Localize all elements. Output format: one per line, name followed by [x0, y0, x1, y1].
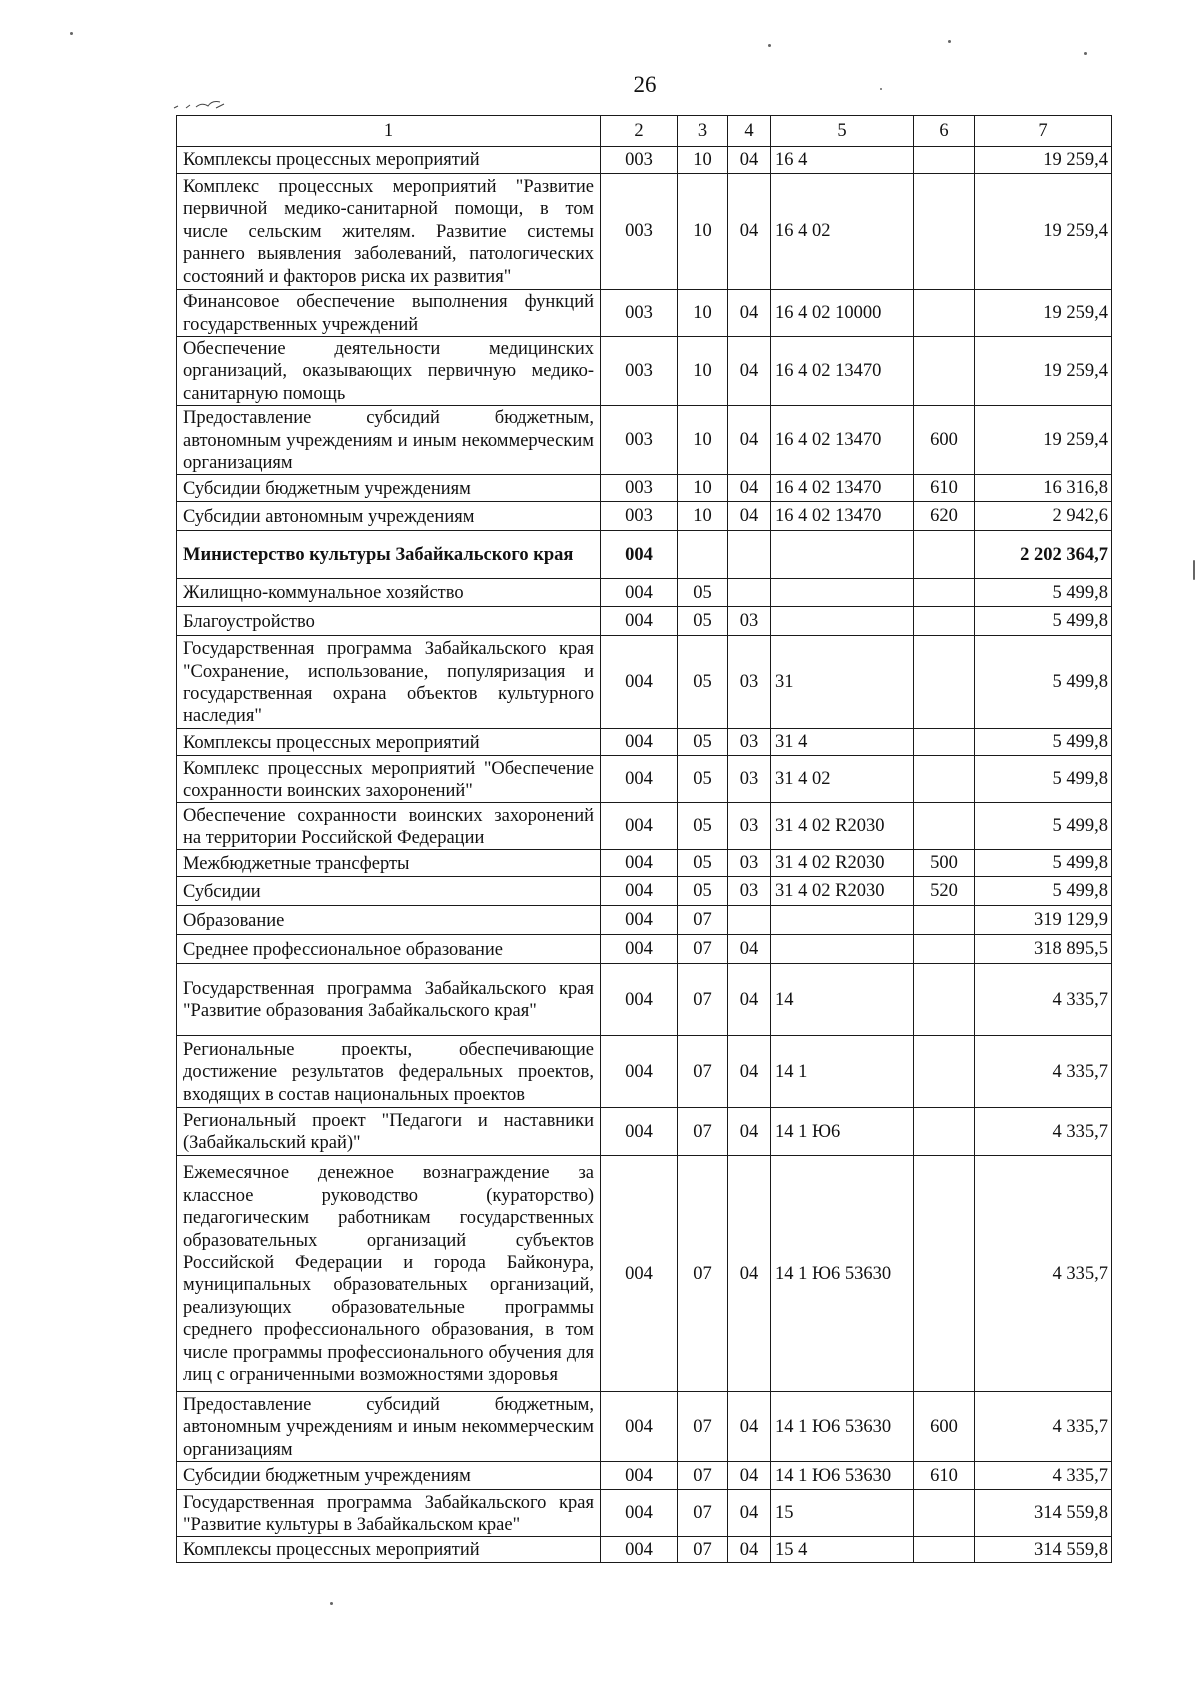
target-article-cell: 16 4: [771, 147, 914, 174]
amount-cell: 5 499,8: [975, 636, 1112, 729]
column-header: 3: [678, 116, 728, 147]
section-code-cell: 07: [678, 935, 728, 964]
subsection-code-cell: 03: [728, 607, 771, 636]
target-article-cell: [771, 579, 914, 607]
item-name-cell: Субсидии автономным учреждениям: [177, 502, 601, 531]
expense-type-cell: [914, 906, 975, 935]
ministry-code-cell: 004: [601, 607, 678, 636]
scan-artifact-icon: [172, 96, 242, 112]
table-row: [177, 1462, 1112, 1490]
section-code-cell: 07: [678, 1392, 728, 1462]
amount-cell: 2 942,6: [975, 502, 1112, 531]
target-article-cell: 16 4 02 13470: [771, 337, 914, 406]
column-header: 5: [771, 116, 914, 147]
table-row: [177, 406, 1112, 475]
table-row: [177, 877, 1112, 906]
expense-type-cell: 610: [914, 475, 975, 502]
table-row: [177, 531, 1112, 579]
target-article-cell: 31 4 02: [771, 756, 914, 803]
column-header: 1: [177, 116, 601, 147]
item-name-cell: Министерство культуры Забайкальского края: [177, 531, 601, 579]
subsection-code-cell: 04: [728, 174, 771, 290]
target-article-cell: 16 4 02 10000: [771, 290, 914, 337]
section-code-cell: 07: [678, 1462, 728, 1490]
table-header-row: [177, 116, 1112, 147]
section-code-cell: 05: [678, 607, 728, 636]
subsection-code-cell: 04: [728, 1490, 771, 1537]
item-name-cell: Межбюджетные трансферты: [177, 850, 601, 877]
subsection-code-cell: 03: [728, 729, 771, 756]
amount-cell: 4 335,7: [975, 1156, 1112, 1392]
ministry-code-cell: 003: [601, 406, 678, 475]
expense-type-cell: [914, 337, 975, 406]
section-code-cell: 10: [678, 290, 728, 337]
expense-type-cell: [914, 803, 975, 850]
target-article-cell: 14 1 Ю6 53630: [771, 1462, 914, 1490]
amount-cell: 4 335,7: [975, 1036, 1112, 1108]
item-name-cell: Предоставление субсидий бюджетным, автономным учреждениям и иным некоммерческим организациям: [177, 1392, 601, 1462]
item-name-cell: Жилищно-коммунальное хозяйство: [177, 579, 601, 607]
section-code-cell: 05: [678, 636, 728, 729]
ministry-code-cell: 004: [601, 756, 678, 803]
target-article-cell: [771, 935, 914, 964]
ministry-code-cell: 004: [601, 1036, 678, 1108]
subsection-code-cell: 04: [728, 964, 771, 1036]
expense-type-cell: 620: [914, 502, 975, 531]
subsection-code-cell: [728, 579, 771, 607]
scan-speck: [330, 1602, 333, 1605]
subsection-code-cell: 03: [728, 877, 771, 906]
subsection-code-cell: 04: [728, 1392, 771, 1462]
subsection-code-cell: 04: [728, 290, 771, 337]
item-name-cell: Образование: [177, 906, 601, 935]
subsection-code-cell: 04: [728, 1537, 771, 1563]
section-code-cell: 05: [678, 729, 728, 756]
section-code-cell: 10: [678, 406, 728, 475]
expense-type-cell: [914, 290, 975, 337]
target-article-cell: 14 1 Ю6: [771, 1108, 914, 1156]
ministry-code-cell: 004: [601, 1537, 678, 1563]
subsection-code-cell: 04: [728, 1036, 771, 1108]
table-row: [177, 964, 1112, 1036]
target-article-cell: 16 4 02 13470: [771, 502, 914, 531]
target-article-cell: 31 4 02 R2030: [771, 803, 914, 850]
table-row: [177, 935, 1112, 964]
table-row: [177, 1490, 1112, 1537]
expense-type-cell: [914, 1156, 975, 1392]
ministry-code-cell: 004: [601, 1490, 678, 1537]
item-name-cell: Ежемесячное денежное вознаграждение за классное руководство (кураторство) педагогическим работникам государственных образовательных организаций субъектов Российской Федерации и города Байконура, муниципальных образовательных организаций, реализующих образовательные программы среднего профессионального образования, в том числе программы профессионального обучения для лиц с ограниченными возможностями здоровья: [177, 1156, 601, 1392]
amount-cell: 16 316,8: [975, 475, 1112, 502]
scan-speck: [1084, 52, 1087, 55]
target-article-cell: 31: [771, 636, 914, 729]
section-code-cell: 07: [678, 1537, 728, 1563]
section-code-cell: 07: [678, 964, 728, 1036]
table-row: [177, 502, 1112, 531]
column-header: 7: [975, 116, 1112, 147]
item-name-cell: Комплекс процессных мероприятий "Обеспечение сохранности воинских захоронений": [177, 756, 601, 803]
target-article-cell: 31 4: [771, 729, 914, 756]
expense-type-cell: 600: [914, 406, 975, 475]
section-code-cell: 05: [678, 877, 728, 906]
amount-cell: 4 335,7: [975, 1392, 1112, 1462]
amount-cell: 19 259,4: [975, 290, 1112, 337]
amount-cell: 319 129,9: [975, 906, 1112, 935]
scan-speck: [948, 40, 951, 43]
table-row: [177, 729, 1112, 756]
item-name-cell: Государственная программа Забайкальского края "Развитие культуры в Забайкальском крае": [177, 1490, 601, 1537]
target-article-cell: 15 4: [771, 1537, 914, 1563]
ministry-code-cell: 004: [601, 579, 678, 607]
table-row: [177, 756, 1112, 803]
target-article-cell: 16 4 02 13470: [771, 406, 914, 475]
budget-table: [176, 115, 1112, 1563]
column-header: 4: [728, 116, 771, 147]
expense-type-cell: [914, 1490, 975, 1537]
expense-type-cell: [914, 964, 975, 1036]
item-name-cell: Региональные проекты, обеспечивающие достижение результатов федеральных проектов, входящих в состав национальных проектов: [177, 1036, 601, 1108]
table-row: [177, 475, 1112, 502]
expense-type-cell: [914, 729, 975, 756]
subsection-code-cell: 04: [728, 147, 771, 174]
item-name-cell: Субсидии бюджетным учреждениям: [177, 1462, 601, 1490]
amount-cell: 5 499,8: [975, 756, 1112, 803]
table-row: [177, 906, 1112, 935]
subsection-code-cell: 04: [728, 1108, 771, 1156]
subsection-code-cell: 04: [728, 337, 771, 406]
column-header: 2: [601, 116, 678, 147]
subsection-code-cell: 04: [728, 1462, 771, 1490]
table-row: [177, 803, 1112, 850]
ministry-code-cell: 003: [601, 290, 678, 337]
target-article-cell: 31 4 02 R2030: [771, 850, 914, 877]
item-name-cell: Комплексы процессных мероприятий: [177, 1537, 601, 1563]
ministry-code-cell: 004: [601, 531, 678, 579]
scan-speck: [880, 88, 882, 90]
section-code-cell: 07: [678, 906, 728, 935]
target-article-cell: 16 4 02 13470: [771, 475, 914, 502]
ministry-code-cell: 003: [601, 502, 678, 531]
amount-cell: 19 259,4: [975, 174, 1112, 290]
expense-type-cell: 500: [914, 850, 975, 877]
section-code-cell: 05: [678, 756, 728, 803]
item-name-cell: Комплекс процессных мероприятий "Развитие первичной медико-санитарной помощи, в том числе сельским жителям. Развитие системы раннего выявления заболеваний, патологических состояний и факторов риска их развития": [177, 174, 601, 290]
expense-type-cell: [914, 756, 975, 803]
subsection-code-cell: 04: [728, 406, 771, 475]
section-code-cell: 10: [678, 475, 728, 502]
section-code-cell: 05: [678, 803, 728, 850]
amount-cell: 4 335,7: [975, 1108, 1112, 1156]
amount-cell: 19 259,4: [975, 337, 1112, 406]
ministry-code-cell: 004: [601, 935, 678, 964]
expense-type-cell: [914, 174, 975, 290]
subsection-code-cell: 04: [728, 502, 771, 531]
amount-cell: 19 259,4: [975, 147, 1112, 174]
table-row: [177, 290, 1112, 337]
table-row: [177, 1108, 1112, 1156]
amount-cell: 2 202 364,7: [975, 531, 1112, 579]
amount-cell: 5 499,8: [975, 607, 1112, 636]
ministry-code-cell: 004: [601, 803, 678, 850]
table-row: [177, 1392, 1112, 1462]
table-row: [177, 147, 1112, 174]
target-article-cell: 14 1 Ю6 53630: [771, 1156, 914, 1392]
ministry-code-cell: 004: [601, 906, 678, 935]
item-name-cell: Комплексы процессных мероприятий: [177, 147, 601, 174]
amount-cell: 314 559,8: [975, 1537, 1112, 1563]
target-article-cell: 14: [771, 964, 914, 1036]
column-header: 6: [914, 116, 975, 147]
table-row: [177, 1156, 1112, 1392]
target-article-cell: [771, 607, 914, 636]
table-row: [177, 1537, 1112, 1563]
section-code-cell: 05: [678, 579, 728, 607]
scan-speck: [768, 44, 771, 47]
expense-type-cell: [914, 1537, 975, 1563]
item-name-cell: Предоставление субсидий бюджетным, автономным учреждениям и иным некоммерческим организациям: [177, 406, 601, 475]
amount-cell: 4 335,7: [975, 1462, 1112, 1490]
ministry-code-cell: 003: [601, 174, 678, 290]
expense-type-cell: [914, 1108, 975, 1156]
subsection-code-cell: 03: [728, 850, 771, 877]
table-row: [177, 850, 1112, 877]
item-name-cell: Финансовое обеспечение выполнения функций государственных учреждений: [177, 290, 601, 337]
table-row: [177, 337, 1112, 406]
ministry-code-cell: 004: [601, 1392, 678, 1462]
expense-type-cell: [914, 531, 975, 579]
page-number: 26: [633, 72, 657, 97]
subsection-code-cell: [728, 531, 771, 579]
section-code-cell: 10: [678, 174, 728, 290]
item-name-cell: Благоустройство: [177, 607, 601, 636]
scan-speck: [70, 32, 73, 35]
section-code-cell: 10: [678, 337, 728, 406]
ministry-code-cell: 004: [601, 636, 678, 729]
subsection-code-cell: 04: [728, 1156, 771, 1392]
ministry-code-cell: 004: [601, 1108, 678, 1156]
amount-cell: 314 559,8: [975, 1490, 1112, 1537]
subsection-code-cell: 03: [728, 636, 771, 729]
target-article-cell: 15: [771, 1490, 914, 1537]
amount-cell: 19 259,4: [975, 406, 1112, 475]
item-name-cell: Субсидии: [177, 877, 601, 906]
amount-cell: 5 499,8: [975, 877, 1112, 906]
amount-cell: 5 499,8: [975, 579, 1112, 607]
subsection-code-cell: 04: [728, 935, 771, 964]
target-article-cell: [771, 531, 914, 579]
amount-cell: 5 499,8: [975, 803, 1112, 850]
ministry-code-cell: 004: [601, 729, 678, 756]
expense-type-cell: 520: [914, 877, 975, 906]
subsection-code-cell: [728, 906, 771, 935]
subsection-code-cell: 04: [728, 475, 771, 502]
section-code-cell: [678, 531, 728, 579]
table-row: [177, 607, 1112, 636]
expense-type-cell: 610: [914, 1462, 975, 1490]
table-body: [177, 147, 1112, 1563]
item-name-cell: Государственная программа Забайкальского края "Сохранение, использование, популяризация и государственная охрана объектов культурного наследия": [177, 636, 601, 729]
item-name-cell: Обеспечение деятельности медицинских организаций, оказывающих первичную медико-санитарную помощь: [177, 337, 601, 406]
amount-cell: 5 499,8: [975, 850, 1112, 877]
ministry-code-cell: 004: [601, 850, 678, 877]
item-name-cell: Комплексы процессных мероприятий: [177, 729, 601, 756]
item-name-cell: Среднее профессиональное образование: [177, 935, 601, 964]
scan-speck: [1193, 560, 1195, 580]
ministry-code-cell: 004: [601, 1156, 678, 1392]
expense-type-cell: 600: [914, 1392, 975, 1462]
table-row: [177, 1036, 1112, 1108]
ministry-code-cell: 004: [601, 1462, 678, 1490]
amount-cell: 5 499,8: [975, 729, 1112, 756]
target-article-cell: 14 1 Ю6 53630: [771, 1392, 914, 1462]
section-code-cell: 07: [678, 1108, 728, 1156]
table-row: [177, 174, 1112, 290]
item-name-cell: Обеспечение сохранности воинских захоронений на территории Российской Федерации: [177, 803, 601, 850]
item-name-cell: Субсидии бюджетным учреждениям: [177, 475, 601, 502]
ministry-code-cell: 004: [601, 877, 678, 906]
ministry-code-cell: 004: [601, 964, 678, 1036]
section-code-cell: 10: [678, 147, 728, 174]
ministry-code-cell: 003: [601, 475, 678, 502]
ministry-code-cell: 003: [601, 147, 678, 174]
subsection-code-cell: 03: [728, 803, 771, 850]
table-row: [177, 579, 1112, 607]
subsection-code-cell: 03: [728, 756, 771, 803]
section-code-cell: 07: [678, 1490, 728, 1537]
ministry-code-cell: 003: [601, 337, 678, 406]
target-article-cell: [771, 906, 914, 935]
expense-type-cell: [914, 579, 975, 607]
item-name-cell: Государственная программа Забайкальского края "Развитие образования Забайкальского края": [177, 964, 601, 1036]
target-article-cell: 16 4 02: [771, 174, 914, 290]
expense-type-cell: [914, 607, 975, 636]
amount-cell: 318 895,5: [975, 935, 1112, 964]
section-code-cell: 05: [678, 850, 728, 877]
section-code-cell: 07: [678, 1156, 728, 1392]
target-article-cell: 14 1: [771, 1036, 914, 1108]
expense-type-cell: [914, 1036, 975, 1108]
target-article-cell: 31 4 02 R2030: [771, 877, 914, 906]
expense-type-cell: [914, 636, 975, 729]
expense-type-cell: [914, 147, 975, 174]
amount-cell: 4 335,7: [975, 964, 1112, 1036]
expense-type-cell: [914, 935, 975, 964]
table-row: [177, 636, 1112, 729]
section-code-cell: 10: [678, 502, 728, 531]
section-code-cell: 07: [678, 1036, 728, 1108]
item-name-cell: Региональный проект "Педагоги и наставники (Забайкальский край)": [177, 1108, 601, 1156]
